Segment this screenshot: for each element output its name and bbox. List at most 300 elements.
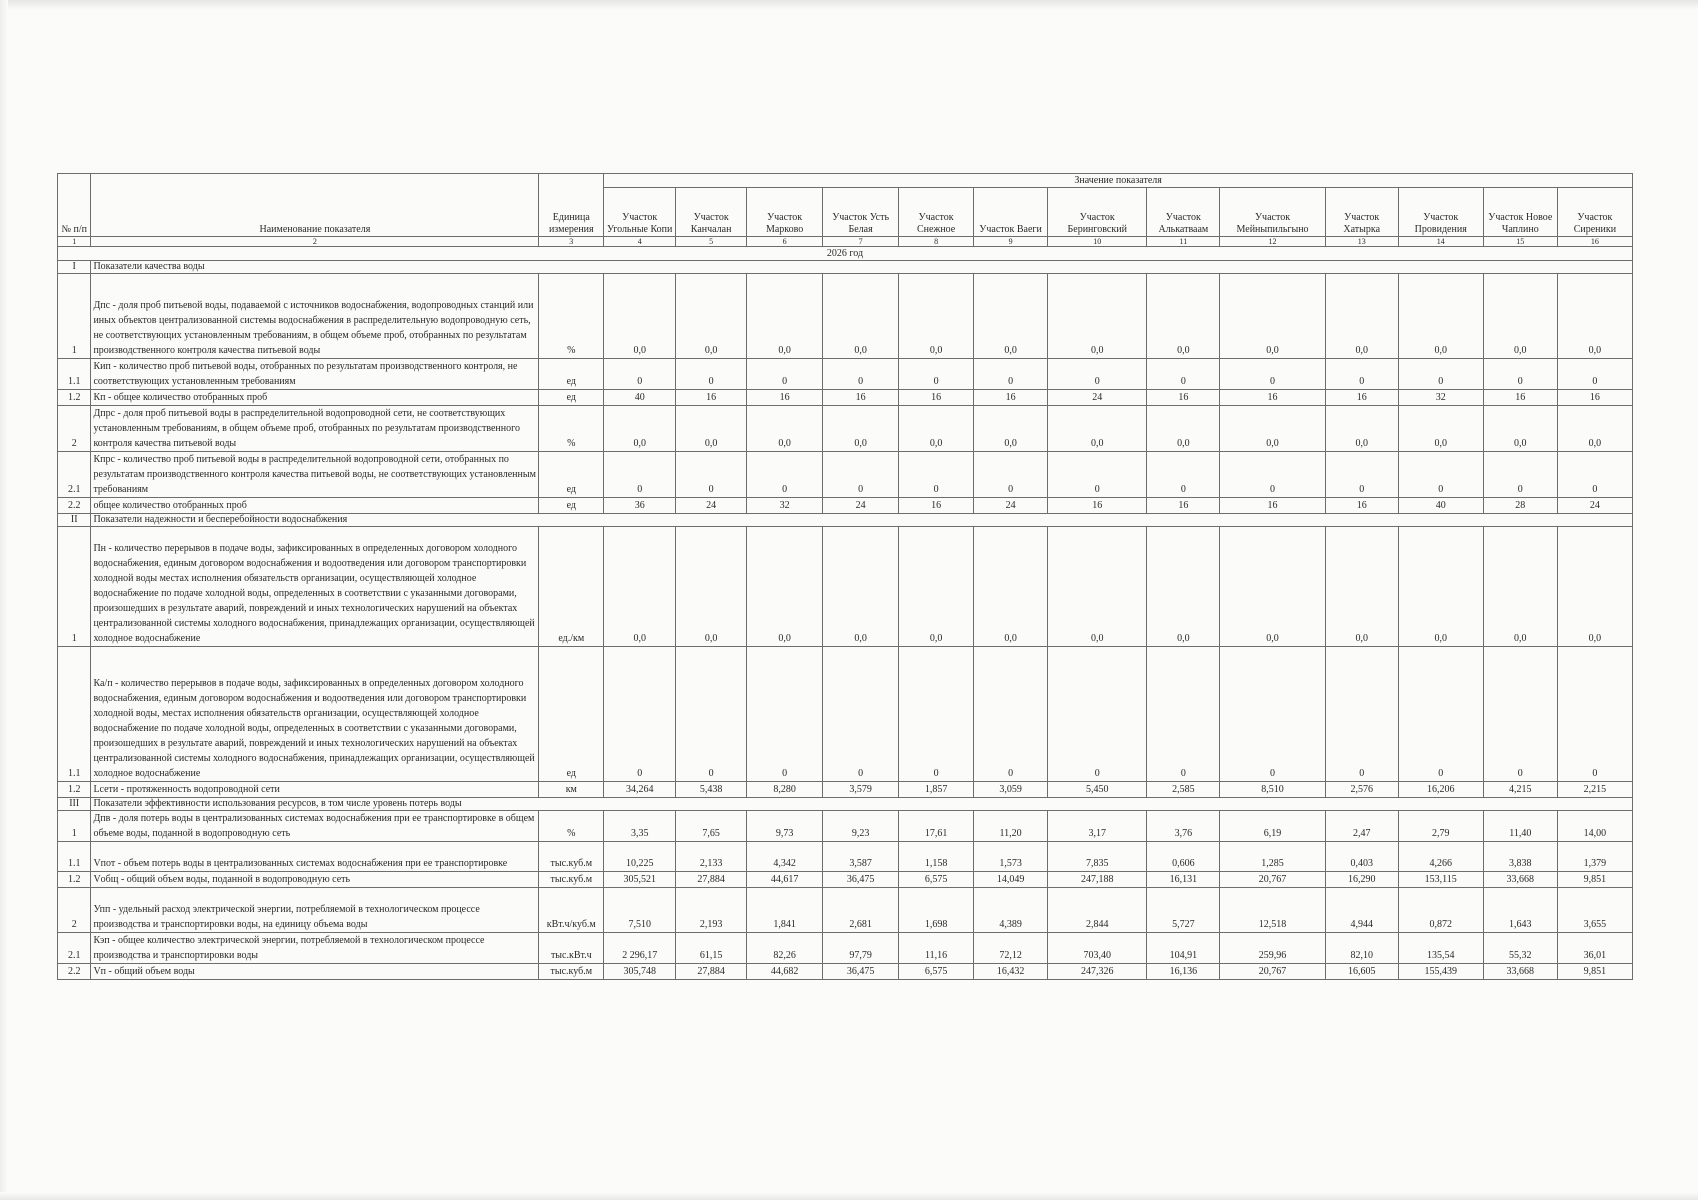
column-index: 9 (974, 237, 1048, 247)
value-cell: 32 (1398, 390, 1483, 406)
column-index: 12 (1220, 237, 1325, 247)
header-unit: Единица измерения (539, 174, 604, 237)
value-cell: 2,576 (1325, 782, 1398, 798)
value-cell: 247,188 (1048, 872, 1147, 888)
value-cell: 153,115 (1398, 872, 1483, 888)
value-cell: 0,606 (1147, 842, 1220, 872)
header-site: Участок Снежное (899, 188, 974, 237)
column-index: 1 (58, 237, 91, 247)
row-number: 2.1 (58, 933, 91, 964)
column-index: 11 (1147, 237, 1220, 247)
value-cell: 0,0 (747, 274, 823, 359)
indicator-name: Ка/п - количество перерывов в подаче воды, зафиксированных в определенных договором холодного водоснабжения, единым договором водоснабжения и водоотведения или договором транспортировки холодной воды, местах исполнения обязательств организации, осуществляющей холодное водоснабжение по подаче холодной воды, определенных в соответствии с указанными договорами, произошедших в результате аварий, повреждений и иных технологических нарушений на объектах централизованной системы холодного водоснабжения, принадлежащих организации, осуществляющей холодное водоснабжение (91, 647, 539, 782)
value-cell: 0 (1048, 359, 1147, 390)
value-cell: 27,884 (676, 872, 747, 888)
value-cell: 2,79 (1398, 811, 1483, 842)
value-cell: 2,681 (823, 888, 899, 933)
value-cell: 7,835 (1048, 842, 1147, 872)
value-cell: 0,0 (1220, 406, 1325, 452)
value-cell: 155,439 (1398, 964, 1483, 980)
value-cell: 0 (604, 647, 676, 782)
unit-cell: тыс.куб.м (539, 842, 604, 872)
indicator-name: Vп - общий объем воды (91, 964, 539, 980)
value-cell: 0,0 (1325, 527, 1398, 647)
indicator-name: Кп - общее количество отобранных проб (91, 390, 539, 406)
value-cell: 6,575 (899, 964, 974, 980)
value-cell: 3,35 (604, 811, 676, 842)
value-cell: 24 (1557, 498, 1632, 514)
value-cell: 16 (1048, 498, 1147, 514)
value-cell: 16 (1325, 390, 1398, 406)
value-cell: 14,049 (974, 872, 1048, 888)
value-cell: 16,206 (1398, 782, 1483, 798)
table-row (58, 842, 1633, 872)
table-row (58, 888, 1633, 933)
row-number: 2.2 (58, 964, 91, 980)
value-cell: 2,47 (1325, 811, 1398, 842)
value-cell: 4,342 (747, 842, 823, 872)
value-cell: 20,767 (1220, 872, 1325, 888)
header-site: Участок Хатырка (1325, 188, 1398, 237)
value-cell: 0,0 (1220, 527, 1325, 647)
value-cell: 11,40 (1483, 811, 1557, 842)
value-cell: 33,668 (1483, 964, 1557, 980)
value-cell: 11,16 (899, 933, 974, 964)
header-site: Участок Марково (747, 188, 823, 237)
value-cell: 16 (1147, 498, 1220, 514)
value-cell: 16,432 (974, 964, 1048, 980)
value-cell: 0 (676, 359, 747, 390)
value-cell: 0,0 (1147, 274, 1220, 359)
value-cell: 16 (823, 390, 899, 406)
value-cell: 16 (974, 390, 1048, 406)
value-cell: 17,61 (899, 811, 974, 842)
value-cell: 247,326 (1048, 964, 1147, 980)
value-cell: 9,851 (1557, 964, 1632, 980)
value-cell: 7,65 (676, 811, 747, 842)
value-cell: 0,0 (1325, 406, 1398, 452)
value-cell: 0,0 (676, 527, 747, 647)
value-cell: 0,0 (1557, 274, 1632, 359)
value-cell: 32 (747, 498, 823, 514)
value-cell: 1,379 (1557, 842, 1632, 872)
value-cell: 305,521 (604, 872, 676, 888)
value-cell: 0,0 (974, 406, 1048, 452)
header-site: Участок Канчалан (676, 188, 747, 237)
section-header-row (58, 798, 1633, 811)
value-cell: 0 (1398, 647, 1483, 782)
table-row (58, 274, 1633, 359)
value-cell: 0 (1557, 647, 1632, 782)
value-cell: 0 (676, 647, 747, 782)
value-cell: 0,0 (676, 274, 747, 359)
value-cell: 3,059 (974, 782, 1048, 798)
value-cell: 20,767 (1220, 964, 1325, 980)
unit-cell: кВт.ч/куб.м (539, 888, 604, 933)
value-cell: 6,575 (899, 872, 974, 888)
section-number: III (58, 798, 91, 811)
value-cell: 0 (1398, 359, 1483, 390)
value-cell: 0,0 (747, 406, 823, 452)
value-cell: 1,841 (747, 888, 823, 933)
unit-cell: тыс.куб.м (539, 964, 604, 980)
value-cell: 24 (974, 498, 1048, 514)
indicator-name: Кип - количество проб питьевой воды, отобранных по результатам производственного контроля, не соответствующих установленным требованиям (91, 359, 539, 390)
value-cell: 16 (1220, 390, 1325, 406)
value-cell: 33,668 (1483, 872, 1557, 888)
column-index: 5 (676, 237, 747, 247)
value-cell: 1,158 (899, 842, 974, 872)
value-cell: 0,0 (747, 527, 823, 647)
value-cell: 28 (1483, 498, 1557, 514)
indicator-name: Дпс - доля проб питьевой воды, подаваемой с источников водоснабжения, водопроводных станций или иных объектов централизованной системы водоснабжения в распределительную водопроводную сеть, не соответствующих установленным требованиям, в общем объеме проб, отобранных по результатам производственного контроля качества питьевой воды (91, 274, 539, 359)
value-cell: 97,79 (823, 933, 899, 964)
value-cell: 0,0 (604, 527, 676, 647)
value-cell: 0 (974, 359, 1048, 390)
value-cell: 0,0 (1557, 406, 1632, 452)
value-cell: 9,23 (823, 811, 899, 842)
value-cell: 24 (823, 498, 899, 514)
value-cell: 8,510 (1220, 782, 1325, 798)
unit-cell: ед./км (539, 527, 604, 647)
indicator-name: Vпот - объем потерь воды в централизованных системах водоснабжения при ее транспортировке (91, 842, 539, 872)
row-number: 2.1 (58, 452, 91, 498)
table-body (58, 261, 1633, 980)
table-row (58, 498, 1633, 514)
value-cell: 1,857 (899, 782, 974, 798)
value-cell: 3,579 (823, 782, 899, 798)
value-cell: 0 (899, 647, 974, 782)
value-cell: 82,26 (747, 933, 823, 964)
value-cell: 0 (1483, 359, 1557, 390)
value-cell: 0 (676, 452, 747, 498)
value-cell: 4,215 (1483, 782, 1557, 798)
value-cell: 0,0 (823, 406, 899, 452)
value-cell: 3,655 (1557, 888, 1632, 933)
value-cell: 5,727 (1147, 888, 1220, 933)
header-site: Участок Сиреники (1557, 188, 1632, 237)
column-index: 16 (1557, 237, 1632, 247)
indicators-table (57, 173, 1633, 980)
row-number: 1 (58, 527, 91, 647)
value-cell: 0 (974, 647, 1048, 782)
unit-cell: % (539, 274, 604, 359)
header-name: Наименование показателя (91, 174, 539, 237)
unit-cell: % (539, 406, 604, 452)
value-cell: 55,32 (1483, 933, 1557, 964)
value-cell: 0 (1147, 647, 1220, 782)
unit-cell: ед (539, 452, 604, 498)
header-no: № п/п (58, 174, 91, 237)
unit-cell: ед (539, 390, 604, 406)
value-cell: 2 296,17 (604, 933, 676, 964)
value-cell: 36,475 (823, 872, 899, 888)
value-cell: 16 (1483, 390, 1557, 406)
value-cell: 82,10 (1325, 933, 1398, 964)
value-cell: 0 (747, 452, 823, 498)
value-cell: 0,0 (1483, 274, 1557, 359)
value-cell: 16 (899, 498, 974, 514)
table-row (58, 933, 1633, 964)
value-cell: 0,0 (1483, 527, 1557, 647)
value-cell: 16,136 (1147, 964, 1220, 980)
value-cell: 72,12 (974, 933, 1048, 964)
value-cell: 0,0 (1398, 527, 1483, 647)
value-cell: 0,403 (1325, 842, 1398, 872)
value-cell: 703,40 (1048, 933, 1147, 964)
table-row (58, 406, 1633, 452)
indicator-name: Кпрс - количество проб питьевой воды в распределительной водопроводной сети, отобранных по результатам производственного контроля качества питьевой воды, не соответствующих установленным требованиям (91, 452, 539, 498)
value-cell: 0,0 (1220, 274, 1325, 359)
value-cell: 0 (1147, 359, 1220, 390)
indicator-name: общее количество отобранных проб (91, 498, 539, 514)
column-index: 6 (747, 237, 823, 247)
table-row (58, 811, 1633, 842)
value-cell: 16,131 (1147, 872, 1220, 888)
header-site: Участок Провидения (1398, 188, 1483, 237)
value-cell: 36 (604, 498, 676, 514)
value-cell: 0 (823, 647, 899, 782)
value-cell: 2,193 (676, 888, 747, 933)
value-cell: 0 (974, 452, 1048, 498)
table-row (58, 390, 1633, 406)
value-cell: 2,133 (676, 842, 747, 872)
unit-cell: ед (539, 647, 604, 782)
indicator-name: Lсети - протяженность водопроводной сети (91, 782, 539, 798)
column-index: 4 (604, 237, 676, 247)
value-cell: 1,643 (1483, 888, 1557, 933)
value-cell: 8,280 (747, 782, 823, 798)
value-cell: 0,0 (1483, 406, 1557, 452)
value-cell: 0,0 (1398, 406, 1483, 452)
value-cell: 0,0 (1325, 274, 1398, 359)
value-cell: 16 (1557, 390, 1632, 406)
value-cell: 135,54 (1398, 933, 1483, 964)
value-cell: 16 (1147, 390, 1220, 406)
value-cell: 0,0 (823, 527, 899, 647)
value-cell: 16 (676, 390, 747, 406)
header-site: Участок Алькатваам (1147, 188, 1220, 237)
value-cell: 1,285 (1220, 842, 1325, 872)
section-title: Показатели эффективности использования ресурсов, в том числе уровень потерь воды (91, 798, 1633, 811)
header-site: Участок Угольные Копи (604, 188, 676, 237)
value-cell: 0,0 (1048, 406, 1147, 452)
value-cell: 0 (1048, 647, 1147, 782)
value-cell: 0 (1220, 359, 1325, 390)
column-index: 7 (823, 237, 899, 247)
value-cell: 14,00 (1557, 811, 1632, 842)
section-number: I (58, 261, 91, 274)
row-number: 1.1 (58, 359, 91, 390)
value-cell: 305,748 (604, 964, 676, 980)
column-index: 15 (1483, 237, 1557, 247)
value-cell: 0 (747, 647, 823, 782)
value-cell: 0 (1557, 359, 1632, 390)
value-cell: 0,0 (1398, 274, 1483, 359)
value-cell: 0,872 (1398, 888, 1483, 933)
column-index-row (58, 237, 1633, 247)
value-cell: 2,844 (1048, 888, 1147, 933)
value-cell: 0,0 (1147, 527, 1220, 647)
value-cell: 4,944 (1325, 888, 1398, 933)
value-cell: 11,20 (974, 811, 1048, 842)
indicator-name: Дпв - доля потерь воды в централизованных системах водоснабжения при ее транспортировке в общем объеме воды, поданной в водопроводную сеть (91, 811, 539, 842)
value-cell: 10,225 (604, 842, 676, 872)
value-cell: 12,518 (1220, 888, 1325, 933)
value-cell: 0,0 (974, 527, 1048, 647)
unit-cell: ед (539, 498, 604, 514)
indicator-name: Кэп - общее количество электрической энергии, потребляемой в технологическом процессе производства и транспортировки воды (91, 933, 539, 964)
value-cell: 0,0 (604, 274, 676, 359)
table-row (58, 527, 1633, 647)
header-value: Значение показателя (604, 174, 1633, 188)
value-cell: 5,438 (676, 782, 747, 798)
row-number: 1 (58, 811, 91, 842)
value-cell: 0,0 (1557, 527, 1632, 647)
header-site: Участок Мейныпильгыно (1220, 188, 1325, 237)
header-site: Участок Усть Белая (823, 188, 899, 237)
value-cell: 24 (676, 498, 747, 514)
value-cell: 3,587 (823, 842, 899, 872)
value-cell: 4,389 (974, 888, 1048, 933)
value-cell: 0 (1557, 452, 1632, 498)
value-cell: 0 (1483, 647, 1557, 782)
value-cell: 0,0 (899, 527, 974, 647)
unit-cell: тыс.куб.м (539, 872, 604, 888)
section-header-row (58, 514, 1633, 527)
value-cell: 6,19 (1220, 811, 1325, 842)
header-row-top (58, 174, 1633, 188)
value-cell: 1,698 (899, 888, 974, 933)
indicator-name: Пн - количество перерывов в подаче воды, зафиксированных в определенных договором холодного водоснабжения, единым договором водоснабжения и водоотведения или договором транспортировки холодной воды местах исполнения обязательств организации, осуществляющей холодное водоснабжение по подаче холодной воды, определенных в соответствии с указанными договорами, произошедших в результате аварий, повреждений и иных технологических нарушений на объектах централизованной системы холодного водоснабжения, принадлежащих организации, осуществляющей холодное водоснабжение (91, 527, 539, 647)
section-header-row (58, 261, 1633, 274)
value-cell: 0 (823, 359, 899, 390)
section-number: II (58, 514, 91, 527)
value-cell: 3,17 (1048, 811, 1147, 842)
value-cell: 0 (823, 452, 899, 498)
row-number: 2.2 (58, 498, 91, 514)
row-number: 1 (58, 274, 91, 359)
value-cell: 2,215 (1557, 782, 1632, 798)
value-cell: 40 (604, 390, 676, 406)
value-cell: 0 (1483, 452, 1557, 498)
table-row (58, 782, 1633, 798)
scan-edge-left (0, 0, 8, 1200)
document-sheet (57, 173, 1633, 980)
value-cell: 16 (1325, 498, 1398, 514)
value-cell: 0 (604, 452, 676, 498)
value-cell: 3,838 (1483, 842, 1557, 872)
unit-cell: ед (539, 359, 604, 390)
value-cell: 0 (899, 452, 974, 498)
column-index: 14 (1398, 237, 1483, 247)
value-cell: 0 (1325, 359, 1398, 390)
unit-cell: км (539, 782, 604, 798)
row-number: 1.2 (58, 782, 91, 798)
value-cell: 16,605 (1325, 964, 1398, 980)
value-cell: 1,573 (974, 842, 1048, 872)
column-index: 3 (539, 237, 604, 247)
table-row (58, 872, 1633, 888)
row-number: 1.2 (58, 872, 91, 888)
value-cell: 0 (1325, 452, 1398, 498)
value-cell: 36,01 (1557, 933, 1632, 964)
value-cell: 0,0 (974, 274, 1048, 359)
value-cell: 0 (604, 359, 676, 390)
value-cell: 4,266 (1398, 842, 1483, 872)
value-cell: 61,15 (676, 933, 747, 964)
column-index: 13 (1325, 237, 1398, 247)
value-cell: 9,73 (747, 811, 823, 842)
table-row (58, 964, 1633, 980)
table-row (58, 359, 1633, 390)
year-label: 2026 год (58, 247, 1633, 261)
value-cell: 44,682 (747, 964, 823, 980)
value-cell: 16 (899, 390, 974, 406)
value-cell: 0 (1220, 452, 1325, 498)
value-cell: 0 (747, 359, 823, 390)
value-cell: 2,585 (1147, 782, 1220, 798)
value-cell: 34,264 (604, 782, 676, 798)
value-cell: 44,617 (747, 872, 823, 888)
value-cell: 0 (1220, 647, 1325, 782)
value-cell: 0,0 (1048, 527, 1147, 647)
indicator-name: Vобщ - общий объем воды, поданной в водопроводную сеть (91, 872, 539, 888)
unit-cell: тыс.кВт.ч (539, 933, 604, 964)
row-number: 2 (58, 888, 91, 933)
header-site: Участок Ваеги (974, 188, 1048, 237)
value-cell: 24 (1048, 390, 1147, 406)
indicator-name: Дпрс - доля проб питьевой воды в распределительной водопроводной сети, не соответствующих установленным требованиям, в общем объеме проб, отобранных по результатам производственного контроля качества питьевой воды (91, 406, 539, 452)
row-number: 2 (58, 406, 91, 452)
table-row (58, 647, 1633, 782)
value-cell: 0,0 (823, 274, 899, 359)
scan-edge-top (0, 0, 1698, 10)
value-cell: 0,0 (604, 406, 676, 452)
value-cell: 0 (1398, 452, 1483, 498)
row-number: 1.1 (58, 647, 91, 782)
column-index: 8 (899, 237, 974, 247)
value-cell: 0,0 (899, 406, 974, 452)
value-cell: 5,450 (1048, 782, 1147, 798)
scan-edge-bottom (0, 1192, 1698, 1200)
indicator-name: Упп - удельный расход электрической энергии, потребляемой в технологическом процессе производства и транспортировки воды, на единицу объема воды (91, 888, 539, 933)
header-site: Участок Новое Чаплино (1483, 188, 1557, 237)
value-cell: 16 (747, 390, 823, 406)
row-number: 1.2 (58, 390, 91, 406)
value-cell: 27,884 (676, 964, 747, 980)
value-cell: 3,76 (1147, 811, 1220, 842)
value-cell: 7,510 (604, 888, 676, 933)
value-cell: 0,0 (1147, 406, 1220, 452)
header-site: Участок Беринговский (1048, 188, 1147, 237)
column-index: 10 (1048, 237, 1147, 247)
column-index: 2 (91, 237, 539, 247)
value-cell: 104,91 (1147, 933, 1220, 964)
value-cell: 9,851 (1557, 872, 1632, 888)
value-cell: 0,0 (676, 406, 747, 452)
value-cell: 16,290 (1325, 872, 1398, 888)
value-cell: 0 (1147, 452, 1220, 498)
value-cell: 16 (1220, 498, 1325, 514)
table-row (58, 452, 1633, 498)
section-title: Показатели качества воды (91, 261, 1633, 274)
section-title: Показатели надежности и бесперебойности водоснабжения (91, 514, 1633, 527)
value-cell: 0 (1048, 452, 1147, 498)
value-cell: 36,475 (823, 964, 899, 980)
row-number: 1.1 (58, 842, 91, 872)
value-cell: 0,0 (899, 274, 974, 359)
